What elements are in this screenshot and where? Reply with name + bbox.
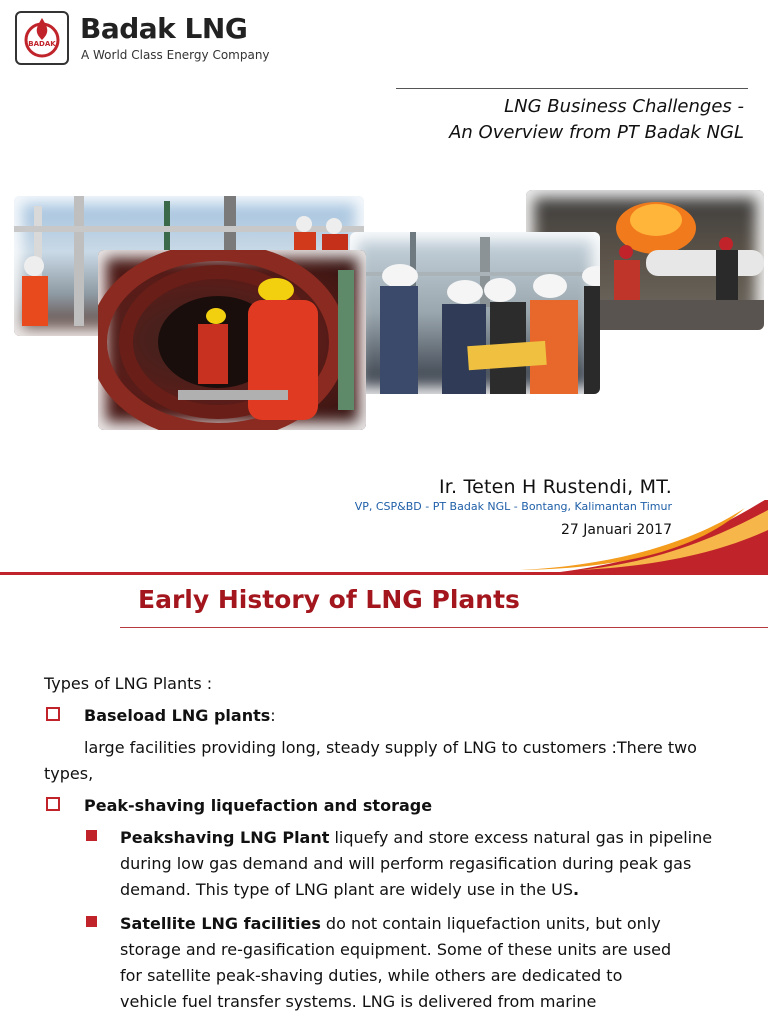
- baseload-desc-line2: types,: [44, 764, 94, 783]
- brand-name: Badak LNG: [80, 12, 248, 45]
- sub1-line1: [120, 825, 712, 851]
- content-slide: [0, 575, 768, 1024]
- badak-logo-icon: [14, 10, 70, 66]
- baseload-desc-line1: large facilities providing long, steady supply of LNG to customers :There two: [84, 738, 697, 757]
- title-line-2: An Overview from PT Badak NGL: [449, 122, 744, 143]
- svg-text:BADAK: BADAK: [28, 40, 56, 48]
- photo-team-meeting: [350, 232, 600, 394]
- sub2-label: Satellite LNG facilities: [120, 914, 321, 933]
- speaker-name: Ir. Teten H Rustendi, MT.: [438, 476, 672, 498]
- sub2-line4: vehicle fuel transfer systems. LNG is delivered from marine: [120, 992, 597, 1011]
- sub2-text: do not contain liquefaction units, but only: [320, 914, 661, 933]
- sub1-line3: [120, 877, 579, 903]
- solid-square-bullet-icon: [86, 830, 97, 841]
- baseload-label: Baseload LNG plants: [84, 706, 271, 725]
- sub1-text: liquefy and store excess natural gas in pipeline: [329, 828, 713, 847]
- title-line-1: LNG Business Challenges -: [504, 96, 744, 117]
- baseload-heading: [84, 703, 276, 729]
- photo-collage: [14, 190, 764, 440]
- intro-text: Types of LNG Plants :: [44, 674, 213, 693]
- hollow-square-bullet-icon: [46, 797, 60, 811]
- sub1-end: .: [573, 880, 580, 899]
- presentation-title: [449, 94, 744, 146]
- solid-square-bullet-icon: [86, 916, 97, 927]
- peakshaving-heading: [84, 793, 432, 819]
- brand-tagline: A World Class Energy Company: [81, 48, 270, 62]
- peak-label: Peak-shaving liquefaction and storage: [84, 796, 433, 815]
- title-underline: [120, 627, 768, 628]
- baseload-colon: :: [270, 706, 276, 725]
- slide-title: Early History of LNG Plants: [138, 585, 520, 614]
- sub2-line3: for satellite peak-shaving duties, while others are dedicated to: [120, 966, 623, 985]
- sub1-line2: during low gas demand and will perform regasification during peak gas: [120, 854, 692, 873]
- title-divider: [396, 88, 748, 89]
- presentation-date: 27 Januari 2017: [560, 522, 672, 538]
- speaker-role: VP, CSP&BD - PT Badak NGL - Bontang, Kalimantan Timur: [354, 500, 672, 513]
- sub2-line1: [120, 911, 661, 937]
- sub2-line2: storage and re-gasification equipment. Some of these units are used: [120, 940, 672, 959]
- hollow-square-bullet-icon: [46, 707, 60, 721]
- photo-generator-maintenance: [98, 250, 366, 430]
- sub1-label: Peakshaving LNG Plant: [120, 828, 330, 847]
- sub1-line3-text: demand. This type of LNG plant are widely use in the US: [120, 880, 574, 899]
